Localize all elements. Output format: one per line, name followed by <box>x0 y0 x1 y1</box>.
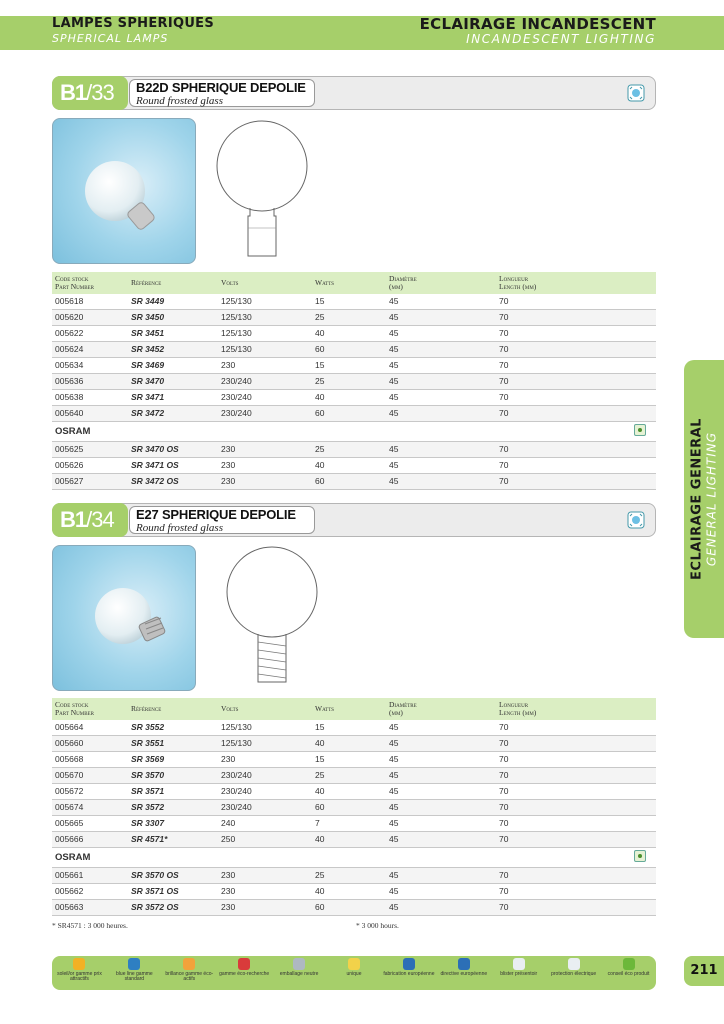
legend-icon <box>403 958 415 970</box>
table-row <box>52 342 656 358</box>
section-code-suffix: /34 <box>86 507 114 532</box>
table-cell: 60 <box>312 900 386 916</box>
table-cell: 005636 <box>52 374 128 390</box>
table-cell: 45 <box>386 752 496 768</box>
table-cell: SR 3551 <box>128 736 218 752</box>
brand-cell <box>52 422 656 442</box>
table-cell: 60 <box>312 406 386 422</box>
brand-row <box>52 422 656 442</box>
table-cell: 230 <box>218 442 312 458</box>
table-cell: 70 <box>496 458 656 474</box>
brand-row <box>52 848 656 868</box>
table-cell: 25 <box>312 374 386 390</box>
table-row <box>52 442 656 458</box>
table-cell: 45 <box>386 342 496 358</box>
table-cell: 70 <box>496 406 656 422</box>
table-cell: 70 <box>496 868 656 884</box>
table-row <box>52 390 656 406</box>
table-cell: 40 <box>312 736 386 752</box>
table-cell: 70 <box>496 884 656 900</box>
table-cell: 70 <box>496 474 656 490</box>
table-cell: 230/240 <box>218 768 312 784</box>
table-row <box>52 736 656 752</box>
table-cell: 45 <box>386 358 496 374</box>
table-cell: SR 3451 <box>128 326 218 342</box>
table-cell: 125/130 <box>218 310 312 326</box>
table-cell: SR 3472 <box>128 406 218 422</box>
legend-item <box>272 958 327 977</box>
legend-label: unique <box>346 971 362 977</box>
table-cell: 70 <box>496 358 656 374</box>
table-cell: 005640 <box>52 406 128 422</box>
table-cell: SR 3572 <box>128 800 218 816</box>
table-cell: SR 3572 OS <box>128 900 218 916</box>
table-cell: SR 3570 <box>128 768 218 784</box>
table-row <box>52 832 656 848</box>
table-cell: 70 <box>496 310 656 326</box>
table-cell: SR 3470 <box>128 374 218 390</box>
table-cell: 005618 <box>52 294 128 310</box>
legend-label: protection électrique <box>551 971 597 977</box>
table-cell: 230/240 <box>218 374 312 390</box>
section-code-suffix: /33 <box>86 80 114 105</box>
col-watts: Watts <box>315 704 335 713</box>
header-left <box>52 16 214 46</box>
table-cell: 45 <box>386 768 496 784</box>
table-cell: 40 <box>312 326 386 342</box>
table-cell: 25 <box>312 768 386 784</box>
table-row <box>52 768 656 784</box>
legend-label: brillance gamme éco-actifs <box>165 971 214 982</box>
brand-logo-icon <box>634 424 646 436</box>
section-code-prefix: B1 <box>60 507 87 532</box>
table-cell: 005660 <box>52 736 128 752</box>
table-cell: 45 <box>386 310 496 326</box>
legend-label: soleil/or gamme prix attractifs <box>57 971 102 982</box>
table-cell: 70 <box>496 832 656 848</box>
side-category-subtitle: GENERAL LIGHTING <box>704 431 719 567</box>
table-cell: 005622 <box>52 326 128 342</box>
table-row <box>52 458 656 474</box>
section-title: E27 SPHERIQUE DEPOLIE <box>136 507 296 522</box>
table-cell: 15 <box>312 294 386 310</box>
table-cell: 005670 <box>52 768 128 784</box>
table-cell: 005664 <box>52 720 128 736</box>
spec-table-b1-34 <box>52 698 656 916</box>
table-cell: SR 3449 <box>128 294 218 310</box>
table-cell: 45 <box>386 816 496 832</box>
bulb-e27-photo-icon <box>53 546 197 692</box>
table-cell: 40 <box>312 784 386 800</box>
table-cell: SR 3471 OS <box>128 458 218 474</box>
col-part-number: Code stock Part Number <box>55 274 94 291</box>
table-cell: 7 <box>312 816 386 832</box>
brand-logo-icon <box>634 850 646 862</box>
frosted-glass-icon <box>627 84 645 102</box>
table-cell: 15 <box>312 358 386 374</box>
table-row <box>52 884 656 900</box>
bulb-e27-drawing <box>222 542 322 692</box>
col-diameter: Diamètre (mm) <box>389 274 417 291</box>
table-cell: 230 <box>218 752 312 768</box>
table-row <box>52 816 656 832</box>
table-cell: SR 3569 <box>128 752 218 768</box>
section-code-badge <box>52 503 128 537</box>
legend-icon <box>568 958 580 970</box>
table-cell: SR 3452 <box>128 342 218 358</box>
section-title: B22D SPHERIQUE DEPOLIE <box>136 80 306 95</box>
table-cell: SR 3571 OS <box>128 884 218 900</box>
legend-icon <box>293 958 305 970</box>
table-row <box>52 900 656 916</box>
table-cell: SR 3307 <box>128 816 218 832</box>
table-cell: SR 3450 <box>128 310 218 326</box>
legend-icon <box>128 958 140 970</box>
legend-item <box>162 958 217 982</box>
table-header-row <box>52 698 656 720</box>
table-cell: 005662 <box>52 884 128 900</box>
col-length: Longueur Length (mm) <box>499 700 537 717</box>
table-cell: 70 <box>496 390 656 406</box>
table-cell: 60 <box>312 474 386 490</box>
col-reference: Référence <box>131 704 162 713</box>
table-cell: 45 <box>386 390 496 406</box>
table-cell: 40 <box>312 884 386 900</box>
table-cell: 70 <box>496 736 656 752</box>
table-cell: 005627 <box>52 474 128 490</box>
table-cell: 230/240 <box>218 800 312 816</box>
table-cell: 005624 <box>52 342 128 358</box>
table-cell: 005625 <box>52 442 128 458</box>
table-cell: 45 <box>386 474 496 490</box>
table-cell: 230 <box>218 474 312 490</box>
table-cell: 005634 <box>52 358 128 374</box>
table-cell: SR 3471 <box>128 390 218 406</box>
table-cell: 25 <box>312 310 386 326</box>
table-cell: 60 <box>312 800 386 816</box>
table-cell: 45 <box>386 736 496 752</box>
table-cell: 40 <box>312 390 386 406</box>
product-photo-b22d <box>52 118 196 264</box>
page-header <box>0 0 724 50</box>
table-row <box>52 474 656 490</box>
table-cell: 005626 <box>52 458 128 474</box>
brand-cell <box>52 848 656 868</box>
legend-item <box>107 958 162 982</box>
table-body <box>52 294 656 490</box>
section-subtitle: Round frosted glass <box>136 95 223 107</box>
table-row <box>52 868 656 884</box>
legend-label: conseil éco produit <box>607 971 650 977</box>
table-body <box>52 720 656 916</box>
table-cell: SR 3469 <box>128 358 218 374</box>
table-cell: 45 <box>386 720 496 736</box>
table-cell: 005620 <box>52 310 128 326</box>
table-cell: 45 <box>386 884 496 900</box>
footnote-english: * 3 000 hours. <box>356 921 399 930</box>
col-reference: Référence <box>131 278 162 287</box>
legend-item <box>601 958 656 977</box>
col-watts: Watts <box>315 278 335 287</box>
legend-bar <box>52 956 656 990</box>
table-cell: 005663 <box>52 900 128 916</box>
legend-label: gamme éco-recherche <box>219 971 270 977</box>
table-cell: 70 <box>496 800 656 816</box>
legend-icon <box>73 958 85 970</box>
table-cell: SR 3570 OS <box>128 868 218 884</box>
table-cell: 25 <box>312 442 386 458</box>
table-cell: 70 <box>496 816 656 832</box>
table-cell: 230/240 <box>218 390 312 406</box>
table-cell: 240 <box>218 816 312 832</box>
header-left-subtitle: SPHERICAL LAMPS <box>52 32 169 45</box>
legend-item <box>217 958 272 977</box>
table-row <box>52 310 656 326</box>
table-cell: SR 3571 <box>128 784 218 800</box>
spec-table-b1-33 <box>52 272 656 490</box>
table-cell: SR 3552 <box>128 720 218 736</box>
section-subtitle: Round frosted glass <box>136 522 223 534</box>
table-cell: 70 <box>496 326 656 342</box>
side-category-title: ECLAIRAGE GENERAL <box>689 418 705 580</box>
table-cell: 45 <box>386 374 496 390</box>
table-row <box>52 752 656 768</box>
table-cell: 45 <box>386 800 496 816</box>
table-cell: 005666 <box>52 832 128 848</box>
page-number: 211 <box>684 956 724 986</box>
table-cell: 250 <box>218 832 312 848</box>
legend-label: fabrication européenne <box>383 971 435 977</box>
table-cell: 15 <box>312 720 386 736</box>
table-cell: 45 <box>386 406 496 422</box>
table-cell: 70 <box>496 294 656 310</box>
table-cell: 70 <box>496 442 656 458</box>
header-right-subtitle: INCANDESCENT LIGHTING <box>466 32 656 46</box>
legend-label: blister présentoir <box>500 971 538 977</box>
table-cell: 70 <box>496 342 656 358</box>
table-cell: 005668 <box>52 752 128 768</box>
legend-icon <box>513 958 525 970</box>
legend-label: emballage neutre <box>279 971 319 977</box>
table-cell: 230/240 <box>218 784 312 800</box>
table-cell: 125/130 <box>218 342 312 358</box>
footnote-french: * SR4571 : 3 000 heures. <box>52 921 128 930</box>
table-cell: 230 <box>218 868 312 884</box>
table-cell: 70 <box>496 784 656 800</box>
table-cell: 125/130 <box>218 736 312 752</box>
legend-item <box>327 958 382 977</box>
section-title-box <box>129 506 315 534</box>
legend-icon <box>458 958 470 970</box>
frosted-glass-icon <box>627 511 645 529</box>
section-code-badge <box>52 76 128 110</box>
table-header-row <box>52 272 656 294</box>
table-cell: 005638 <box>52 390 128 406</box>
legend-label: directive européenne <box>440 971 488 977</box>
legend-item <box>491 958 546 977</box>
table-cell: 125/130 <box>218 294 312 310</box>
table-cell: 230/240 <box>218 406 312 422</box>
table-cell: 230 <box>218 900 312 916</box>
legend-icon <box>238 958 250 970</box>
table-cell: 40 <box>312 832 386 848</box>
table-cell: 45 <box>386 294 496 310</box>
table-cell: SR 3472 OS <box>128 474 218 490</box>
legend-label: blue line gamme standard <box>116 971 153 982</box>
legend-item <box>546 958 601 977</box>
side-category-tab <box>684 360 724 638</box>
col-part-number: Code stock Part Number <box>55 700 94 717</box>
col-diameter: Diamètre (mm) <box>389 700 417 717</box>
table-row <box>52 406 656 422</box>
section-code-prefix: B1 <box>60 80 87 105</box>
table-cell: 40 <box>312 458 386 474</box>
table-cell: 125/130 <box>218 720 312 736</box>
legend-icon <box>348 958 360 970</box>
legend-icon <box>183 958 195 970</box>
table-cell: 45 <box>386 326 496 342</box>
section-header-b1-33 <box>52 76 656 110</box>
table-cell: 15 <box>312 752 386 768</box>
table-cell: 60 <box>312 342 386 358</box>
table-cell: 005672 <box>52 784 128 800</box>
bulb-b22d-drawing <box>212 116 312 266</box>
legend-icon <box>623 958 635 970</box>
legend-item <box>381 958 436 977</box>
table-row <box>52 374 656 390</box>
header-right <box>420 16 656 46</box>
table-cell: 70 <box>496 720 656 736</box>
table-row <box>52 784 656 800</box>
side-category-text <box>690 418 719 580</box>
table-cell: 45 <box>386 868 496 884</box>
table-cell: 70 <box>496 752 656 768</box>
table-cell: SR 3470 OS <box>128 442 218 458</box>
table-cell: 230 <box>218 358 312 374</box>
col-length: Longueur Length (mm) <box>499 274 537 291</box>
table-cell: 70 <box>496 900 656 916</box>
table-row <box>52 800 656 816</box>
table-cell: 45 <box>386 832 496 848</box>
legend-item <box>52 958 107 982</box>
table-row <box>52 720 656 736</box>
table-row <box>52 358 656 374</box>
table-cell: 005661 <box>52 868 128 884</box>
table-cell: 70 <box>496 374 656 390</box>
table-cell: 230 <box>218 884 312 900</box>
brand-label: OSRAM <box>55 852 91 863</box>
table-cell: SR 4571* <box>128 832 218 848</box>
header-left-title: LAMPES SPHERIQUES <box>52 16 215 31</box>
section-title-box <box>129 79 315 107</box>
table-cell: 005665 <box>52 816 128 832</box>
col-volts: Volts <box>221 704 239 713</box>
table-cell: 45 <box>386 458 496 474</box>
header-right-title: ECLAIRAGE INCANDESCENT <box>419 15 656 33</box>
table-cell: 005674 <box>52 800 128 816</box>
table-cell: 230 <box>218 458 312 474</box>
table-row <box>52 326 656 342</box>
section-header-b1-34 <box>52 503 656 537</box>
product-photo-e27 <box>52 545 196 691</box>
table-row <box>52 294 656 310</box>
table-cell: 25 <box>312 868 386 884</box>
table-cell: 45 <box>386 900 496 916</box>
table-cell: 70 <box>496 768 656 784</box>
legend-item <box>436 958 491 977</box>
brand-label: OSRAM <box>55 426 91 437</box>
table-cell: 45 <box>386 442 496 458</box>
col-volts: Volts <box>221 278 239 287</box>
bulb-b22d-photo-icon <box>53 119 197 265</box>
table-cell: 125/130 <box>218 326 312 342</box>
table-cell: 45 <box>386 784 496 800</box>
